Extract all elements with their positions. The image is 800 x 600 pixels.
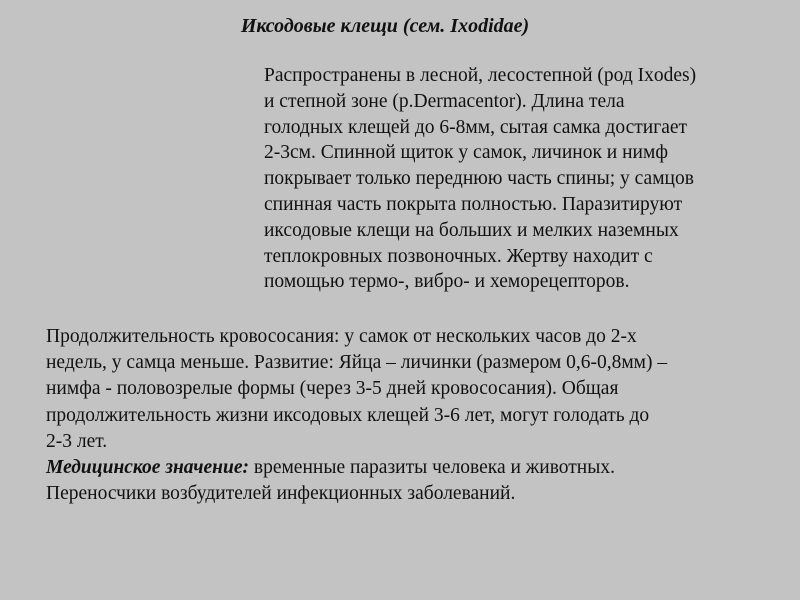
development-paragraph	[46, 324, 786, 507]
text-line: продолжительность жизни иксодовых клещей 3-6 лет, могут голодать до	[46, 404, 650, 426]
distribution-paragraph	[264, 63, 794, 295]
slide-title: Иксодовые клещи (сем. Ixodidae)	[240, 15, 530, 37]
text-line: спинная часть покрыта полностью. Паразитируют	[264, 193, 683, 215]
text-line: Распространены в лесной, лесостепной (род Ixodes)	[264, 65, 697, 86]
medical-significance-line	[46, 455, 786, 481]
text-line: недель, у самца меньше. Развитие: Яйца – личинки (размером 0,6-0,8мм) –	[46, 352, 668, 374]
text-line: теплокровных позвоночных. Жертву находит с	[264, 245, 653, 267]
text-line: помощью термо-, вибро- и хеморецепторов.	[264, 271, 630, 293]
text-line: Продолжительность кровососания: у самок от нескольких часов до 2-х	[46, 326, 637, 347]
text-line: голодных клещей до 6-8мм, сытая самка достигает	[264, 116, 688, 138]
text-line: Переносчики возбудителей инфекционных заболеваний.	[46, 483, 516, 505]
text-line: и степной зоне (р.Dermacentor). Длина тела	[264, 90, 625, 112]
medical-significance-text: временные паразиты человека и животных.	[248, 457, 615, 479]
text-line: 2-3 лет.	[46, 430, 108, 452]
text-line: иксодовые клещи на больших и мелких наземных	[264, 219, 679, 241]
text-line: покрывает только переднюю часть спины; у самцов	[264, 168, 694, 190]
text-line: нимфа - половозрелые формы (через 3-5 дней кровососания). Общая	[46, 378, 619, 400]
medical-significance-label: Медицинское значение:	[46, 457, 249, 479]
text-line: 2-3см. Спинной щиток у самок, личинок и нимф	[264, 142, 668, 164]
